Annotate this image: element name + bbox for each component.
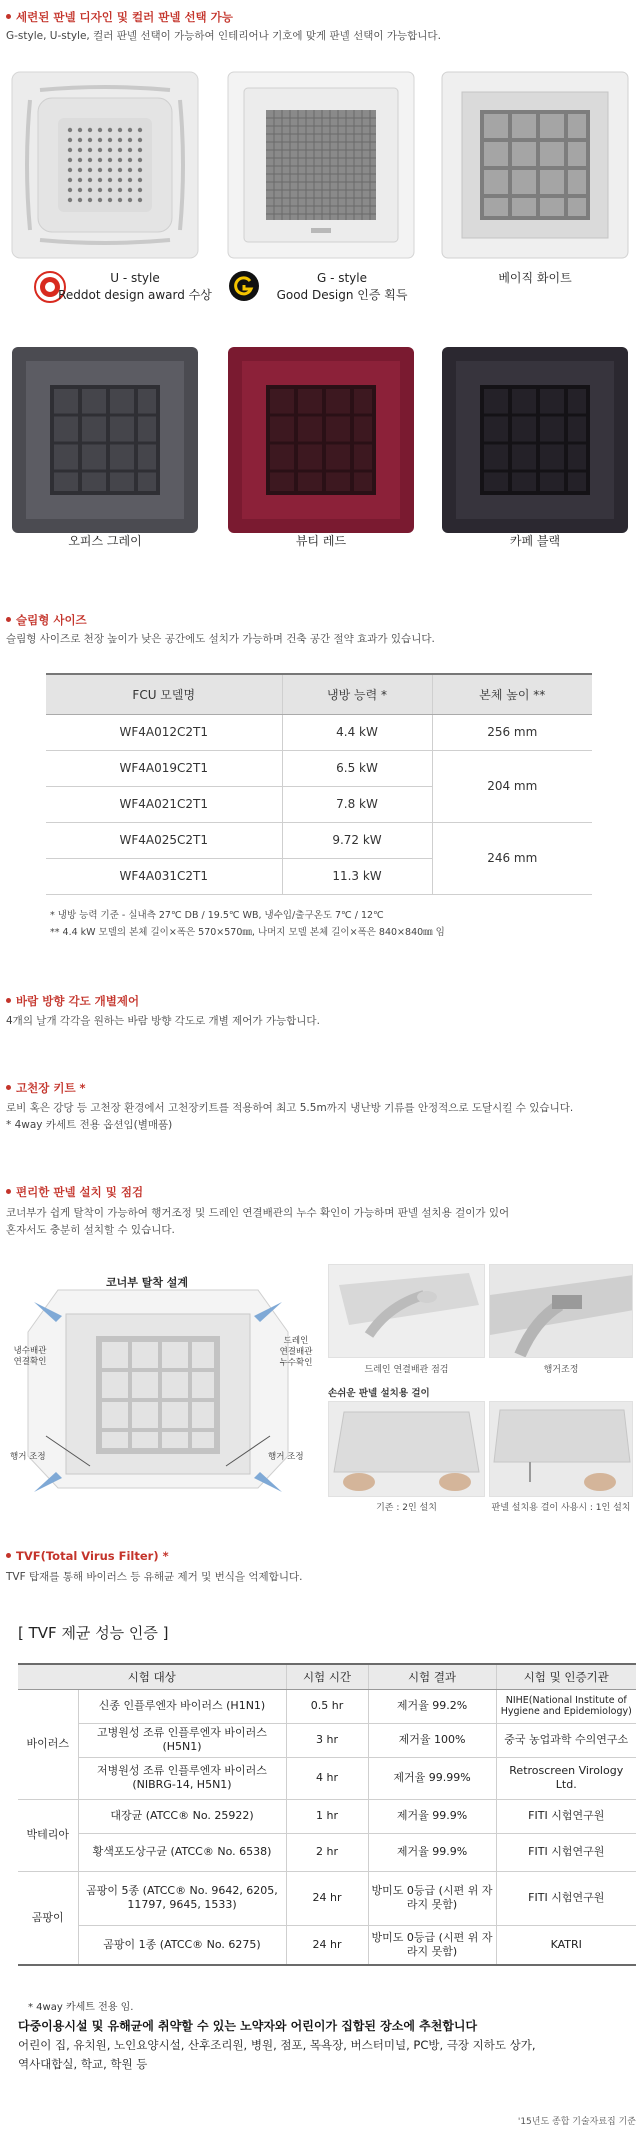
- caption-line1: G - style: [316, 271, 368, 285]
- basic-white-panel-illustration: [440, 70, 630, 260]
- cell-model: WF4A025C2T1: [46, 822, 282, 858]
- table-row: [18, 1833, 636, 1871]
- two-person-install-illustration: [329, 1402, 485, 1497]
- bullet-dot-icon: [6, 14, 11, 19]
- diagram-label-line: 연결배관: [279, 1347, 313, 1357]
- section-title-panel-design: [6, 9, 233, 25]
- photo-caption-drain: 드레인 연결배관 점검: [364, 1365, 449, 1375]
- caption-line2: Good Design 인증 획득: [276, 288, 408, 302]
- header-capacity: 냉방 능력 *: [282, 674, 432, 714]
- u-style-panel-illustration: [10, 70, 200, 260]
- caption-basic-white: 베이직 화이트: [498, 271, 572, 285]
- diagram-label-line: 드레인: [283, 1336, 309, 1346]
- diagram-hanger-right: 행거 조정: [268, 1452, 304, 1462]
- cell-capacity: 4.4 kW: [282, 714, 432, 750]
- panel-image-u-style: [10, 70, 200, 260]
- diagram-title: 코너부 탈착 설계: [106, 1276, 189, 1289]
- hook-title: 손쉬운 판넬 설치용 걸이: [328, 1388, 430, 1399]
- section-title-text: 편리한 판넬 설치 및 점검: [16, 1185, 144, 1199]
- cell-height: 256 mm: [432, 714, 592, 750]
- section-desc-panel-install-2: 혼자서도 충분히 설치할 수 있습니다.: [6, 1224, 175, 1236]
- table-row: [46, 822, 592, 858]
- photo-two-person-install: [328, 1401, 485, 1497]
- table-row: [18, 1871, 636, 1925]
- caption-u-style: [40, 270, 230, 304]
- cell-target: 대장균 (ATCC® No. 25922): [78, 1799, 286, 1833]
- cell-model: WF4A019C2T1: [46, 750, 282, 786]
- panel-image-basic-white: [440, 70, 630, 260]
- cell-result: 제거율 99.9%: [368, 1799, 496, 1833]
- header-target: 시험 대상: [18, 1664, 286, 1689]
- table-row: [18, 1723, 636, 1757]
- section-title-text: 슬림형 사이즈: [16, 613, 87, 627]
- table-row: [18, 1689, 636, 1723]
- cell-org: Retroscreen Virology Ltd.: [496, 1757, 636, 1799]
- section-title-panel-install: [6, 1184, 143, 1200]
- cell-time: 24 hr: [286, 1871, 368, 1925]
- table-header-row: [18, 1664, 636, 1689]
- photo-drain-check: [328, 1264, 485, 1358]
- diagram-hanger-left: 행거 조정: [10, 1452, 46, 1462]
- beauty-red-panel-illustration: [226, 345, 416, 535]
- tvf-cert-title: [ TVF 제균 성능 인증 ]: [18, 1624, 169, 1642]
- cell-time: 24 hr: [286, 1925, 368, 1965]
- photo-hanger-adjust: [489, 1264, 633, 1358]
- cell-org: 중국 농업과학 수의연구소: [496, 1723, 636, 1757]
- spec-note-1: * 냉방 능력 기준 - 실내측 27℃ DB / 19.5℃ WB, 냉수입/출구온도 7℃ / 12℃: [50, 910, 384, 921]
- panel-image-beauty-red: [226, 345, 416, 535]
- cell-height: 204 mm: [432, 750, 592, 822]
- bullet-dot-icon: [6, 617, 11, 622]
- tvf-places-line: 어린이 집, 유치원, 노인요양시설, 산후조리원, 병원, 점포, 목욕장, 버스터미널, PC방, 극장 지하도 상가,: [18, 2038, 536, 2052]
- cell-org: FITI 시험연구원: [496, 1871, 636, 1925]
- cell-target: 황색포도상구균 (ATCC® No. 6538): [78, 1833, 286, 1871]
- section-title-text: 바람 방향 각도 개별제어: [16, 994, 140, 1008]
- diagram-label-right: [276, 1336, 316, 1369]
- drain-check-illustration: [329, 1265, 485, 1358]
- cell-category: 곰팡이: [18, 1871, 78, 1965]
- bullet-dot-icon: [6, 998, 11, 1003]
- cell-org: FITI 시험연구원: [496, 1833, 636, 1871]
- tvf-note: * 4way 카세트 전용 임.: [28, 2002, 134, 2013]
- photo-caption-hanger: 행거조정: [543, 1365, 579, 1375]
- cell-model: WF4A021C2T1: [46, 786, 282, 822]
- table-header-row: [46, 674, 592, 714]
- section-title-slim-size: [6, 612, 87, 628]
- table-row: [46, 750, 592, 786]
- header-org: 시험 및 인증기관: [496, 1664, 636, 1689]
- cell-result: 방미도 0등급 (시편 위 자라지 못함): [368, 1871, 496, 1925]
- cell-category: 박테리아: [18, 1799, 78, 1871]
- cell-result: 제거율 99.99%: [368, 1757, 496, 1799]
- cell-model: WF4A012C2T1: [46, 714, 282, 750]
- cell-time: 3 hr: [286, 1723, 368, 1757]
- panel-image-cafe-black: [440, 345, 630, 535]
- cell-capacity: 6.5 kW: [282, 750, 432, 786]
- header-height: 본체 높이 **: [432, 674, 592, 714]
- table-row: [46, 714, 592, 750]
- spec-note-2: ** 4.4 kW 모델의 본체 길이×폭은 570×570㎜, 나머지 모델 본체 길이×폭은 840×840㎜ 임: [50, 927, 445, 938]
- g-style-panel-illustration: [226, 70, 416, 260]
- cell-target: 고병원성 조류 인플루엔자 바이러스 (H5N1): [78, 1723, 286, 1757]
- cell-category: 바이러스: [18, 1689, 78, 1799]
- caption-line1: U - style: [110, 271, 160, 285]
- cell-height: 246 mm: [432, 822, 592, 894]
- diagram-label-line: 누수확인: [279, 1358, 313, 1368]
- cell-target: 곰팡이 1종 (ATCC® No. 6275): [78, 1925, 286, 1965]
- section-desc-high-ceiling-1: 로비 혹은 강당 등 고천장 환경에서 고천장키트를 적용하여 최고 5.5m까지 냉난방 기류를 안정적으로 도달시킬 수 있습니다.: [6, 1102, 574, 1114]
- tvf-places: [18, 2036, 536, 2074]
- section-desc-panel-install-1: 코너부가 쉽게 탈착이 가능하여 행거조정 및 드레인 연결배관의 누수 확인이 가능하며 판넬 설치용 걸이가 있어: [6, 1207, 510, 1219]
- cafe-black-panel-illustration: [440, 345, 630, 535]
- corner-detach-illustration: [6, 1256, 310, 1518]
- section-desc-tvf: TVF 탑재를 통해 바이러스 등 유해균 제거 및 번식을 억제합니다.: [6, 1571, 303, 1583]
- cell-target: 저병원성 조류 인플루엔자 바이러스 (NIBRG-14, H5N1): [78, 1757, 286, 1799]
- bullet-dot-icon: [6, 1189, 11, 1194]
- table-row: [18, 1757, 636, 1799]
- cell-org: NIHE(National Institute of Hygiene and Epidemiology): [496, 1689, 636, 1723]
- cell-target: 신종 인플루엔자 바이러스 (H1N1): [78, 1689, 286, 1723]
- cell-model: WF4A031C2T1: [46, 858, 282, 894]
- bullet-dot-icon: [6, 1553, 11, 1558]
- section-desc-panel-design: G-style, U-style, 컬러 판넬 선택이 가능하여 인테리어나 기호에 맞게 판넬 선택이 가능합니다.: [6, 30, 441, 42]
- cell-result: 제거율 100%: [368, 1723, 496, 1757]
- caption-g-style: [252, 270, 432, 304]
- cell-time: 4 hr: [286, 1757, 368, 1799]
- header-time: 시험 시간: [286, 1664, 368, 1689]
- diagram-label-line: 연결확인: [13, 1357, 47, 1367]
- header-result: 시험 결과: [368, 1664, 496, 1689]
- cell-capacity: 11.3 kW: [282, 858, 432, 894]
- section-desc-wind-direction: 4개의 날개 각각을 원하는 바람 방향 각도로 개별 제어가 가능합니다.: [6, 1015, 320, 1027]
- office-gray-panel-illustration: [10, 345, 200, 535]
- section-title-text: 세련된 판넬 디자인 및 컬러 판넬 선택 가능: [16, 10, 233, 24]
- one-person-install-illustration: [490, 1402, 633, 1497]
- cell-capacity: 9.72 kW: [282, 822, 432, 858]
- photo-one-person-install: [489, 1401, 633, 1497]
- diagram-label-line: 냉수배관: [13, 1346, 47, 1356]
- corner-detach-diagram: [6, 1256, 313, 1518]
- section-title-tvf: [6, 1549, 169, 1563]
- table-row: [18, 1799, 636, 1833]
- cell-org: KATRI: [496, 1925, 636, 1965]
- cell-capacity: 7.8 kW: [282, 786, 432, 822]
- panel-image-office-gray: [10, 345, 200, 535]
- cell-time: 1 hr: [286, 1799, 368, 1833]
- cell-result: 방미도 0등급 (시편 위 자라지 못함): [368, 1925, 496, 1965]
- cell-time: 0.5 hr: [286, 1689, 368, 1723]
- footer-source: '15년도 종합 기술자료집 기준: [517, 2117, 636, 2127]
- panel-image-g-style: [226, 70, 416, 260]
- cell-result: 제거율 99.2%: [368, 1689, 496, 1723]
- caption-line2: Reddot design award 수상: [58, 288, 212, 302]
- photo-caption-two: 기존 : 2인 설치: [376, 1503, 437, 1513]
- photo-caption-one: 판넬 설치용 걸이 사용시 : 1인 설치: [491, 1503, 631, 1513]
- caption-beauty-red: 뷰티 레드: [295, 534, 347, 548]
- tvf-places-line: 역사대합실, 학교, 학원 등: [18, 2057, 148, 2071]
- caption-cafe-black: 카페 블랙: [509, 534, 561, 548]
- section-desc-slim-size: 슬림형 사이즈로 천장 높이가 낮은 공간에도 설치가 가능하며 건축 공간 절약 효과가 있습니다.: [6, 633, 435, 645]
- caption-office-gray: 오피스 그레이: [68, 534, 142, 548]
- bullet-dot-icon: [6, 1085, 11, 1090]
- section-title-high-ceiling-kit: [6, 1080, 86, 1096]
- header-model: FCU 모델명: [46, 674, 282, 714]
- section-title-wind-direction: [6, 993, 139, 1009]
- cell-result: 제거율 99.9%: [368, 1833, 496, 1871]
- hanger-adjust-illustration: [490, 1265, 633, 1358]
- model-spec-table: [46, 673, 592, 895]
- section-desc-high-ceiling-2: * 4way 카세트 전용 옵션임(별매품): [6, 1119, 173, 1131]
- diagram-label-left: [6, 1346, 54, 1368]
- tvf-cert-table: [18, 1663, 636, 1966]
- section-title-text: 고천장 키트 *: [16, 1081, 86, 1095]
- section-title-text: TVF(Total Virus Filter) *: [16, 1549, 169, 1563]
- cell-time: 2 hr: [286, 1833, 368, 1871]
- cell-org: FITI 시험연구원: [496, 1799, 636, 1833]
- table-row: [18, 1925, 636, 1965]
- cell-target: 곰팡이 5종 (ATCC® No. 9642, 6205, 11797, 9645, 1533): [78, 1871, 286, 1925]
- tvf-recommend: 다중이용시설 및 유해균에 취약할 수 있는 노약자와 어린이가 집합된 장소에 추천합니다: [18, 2019, 478, 2033]
